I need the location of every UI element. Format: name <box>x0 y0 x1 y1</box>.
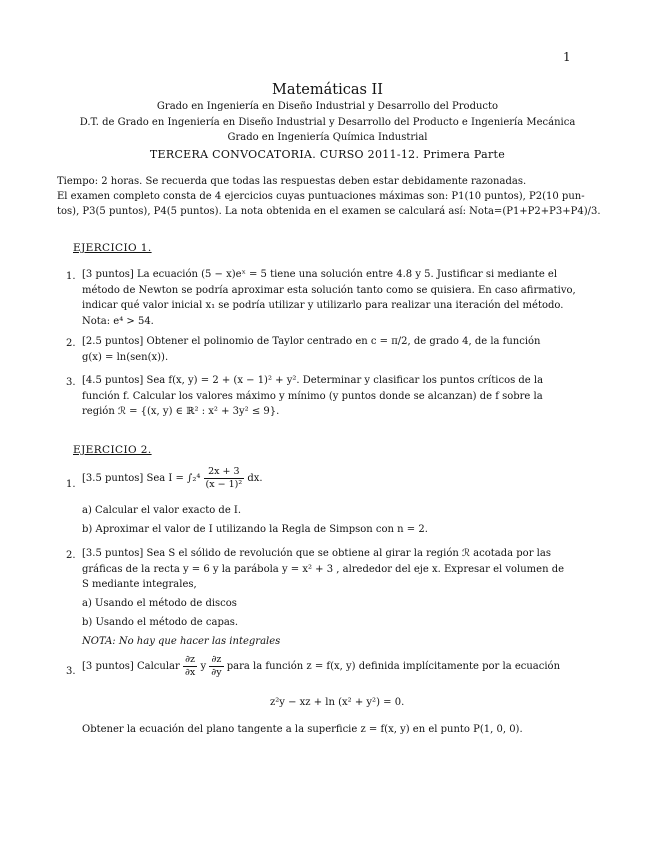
convocatoria: TERCERA CONVOCATORIA. CURSO 2011-12. Primera Parte <box>149 148 506 161</box>
e2-q3-final: Obtener la ecuación del plano tangente a la superficie z = f(x, y) en el punto P(1, 0, 0). <box>82 724 523 735</box>
e1-q2-number: 2. <box>66 338 76 349</box>
e1-q1-line: indicar qué valor inicial x₁ se podría utilizar y utilizarlo para realizar una iteración del método. <box>82 300 564 312</box>
ejercicio-1-heading: EJERCICIO 1. <box>73 242 152 254</box>
partial-z-x-fraction <box>183 654 197 679</box>
e2-q1-after: dx. <box>247 473 263 484</box>
e1-q1-number: 1. <box>66 271 76 282</box>
e2-q1-statement <box>82 466 263 491</box>
e1-q1-line: Nota: e⁴ > 54. <box>82 315 154 327</box>
e2-q3-number: 3. <box>66 666 76 677</box>
e1-q3-text <box>82 373 543 420</box>
e2-q2-text <box>82 546 564 593</box>
e2-q1-number: 1. <box>66 479 76 490</box>
e1-q3-line: función f. Calcular los valores máximo y mínimo (y puntos donde se alcanzan) de f sobre la <box>82 390 543 402</box>
e2-q2-part-b: b) Usando el método de capas. <box>82 617 239 628</box>
fraction-denominator: (x − 1)² <box>205 479 243 490</box>
exam-title: Matemáticas II <box>271 82 384 98</box>
e1-q2-text <box>82 334 541 365</box>
e2-q3-statement <box>82 654 560 679</box>
fraction-denominator: ∂y <box>211 667 222 678</box>
intro-line-1: Tiempo: 2 horas. Se recuerda que todas las respuestas deben estar debidamente razonadas. <box>57 176 527 187</box>
e2-q1-label: [3.5 puntos] Sea I = ∫₂⁴ <box>82 473 201 484</box>
e1-q3-line: región ℛ = {(x, y) ∈ ℝ² : x² + 3y² ≤ 9}. <box>82 406 280 418</box>
e2-q2-note: NOTA: No hay que hacer las integrales <box>82 636 281 647</box>
ejercicio-2-heading: EJERCICIO 2. <box>73 444 152 456</box>
e2-q3-after: para la función z = f(x, y) definida implícitamente por la ecuación <box>226 661 561 672</box>
intro-line-3: tos), P3(5 puntos), P4(5 puntos). La nota obtenida en el examen se calculará así: Nota=(P1+P2+P3+P4)/3. <box>57 206 601 217</box>
e1-q3-number: 3. <box>66 377 76 388</box>
page-number: 1 <box>563 50 571 64</box>
fraction-denominator: ∂x <box>184 667 196 678</box>
fraction-numerator: ∂z <box>183 654 197 667</box>
e2-q2-line: [3.5 puntos] Sea S el sólido de revolución que se obtiene al girar la región ℛ acotada por las <box>82 548 551 559</box>
e2-q1-part-b: b) Aproximar el valor de I utilizando la Regla de Simpson con n = 2. <box>82 524 428 535</box>
e2-q2-part-a: a) Usando el método de discos <box>82 598 237 609</box>
e1-q2-line: [2.5 puntos] Obtener el polinomio de Taylor centrado en c = π/2, de grado 4, de la función <box>82 336 541 347</box>
e2-q2-line: S mediante integrales, <box>82 579 197 591</box>
fraction-numerator: ∂z <box>209 654 223 667</box>
e2-q1-part-a: a) Calcular el valor exacto de I. <box>82 505 242 516</box>
e2-q2-number: 2. <box>66 550 76 561</box>
e1-q1-line: [3 puntos] La ecuación (5 − x)eˣ = 5 tiene una solución entre 4.8 y 5. Justificar si mediante el <box>82 269 558 280</box>
e1-q2-line: g(x) = ln(sen(x)). <box>82 351 169 363</box>
e1-q3-line: [4.5 puntos] Sea f(x, y) = 2 + (x − 1)² + y². Determinar y clasificar los puntos críticos de la <box>82 375 544 386</box>
degree-line-1: Grado en Ingeniería en Diseño Industrial y Desarrollo del Producto <box>156 101 499 112</box>
fraction-numerator: 2x + 3 <box>204 466 245 479</box>
degree-line-2: D.T. de Grado en Ingeniería en Diseño Industrial y Desarrollo del Producto e Ingeniería Mecánica <box>79 117 576 128</box>
e2-q3-equation: z²y − xz + ln (x² + y²) = 0. <box>270 697 405 708</box>
intro-line-2: El examen completo consta de 4 ejercicios cuyas puntuaciones máximas son: P1(10 puntos), P2(10 pun- <box>57 191 585 202</box>
e2-q3-label: [3 puntos] Calcular <box>82 661 180 672</box>
e1-q1-line: método de Newton se podría aproximar esta solución tanto como se quisiera. En caso afirmativo, <box>82 284 576 296</box>
e2-q1-fraction <box>204 466 245 491</box>
partial-z-y-fraction <box>209 654 223 679</box>
e2-q3-conj: y <box>200 661 207 672</box>
e2-q2-line: gráficas de la recta y = 6 y la parábola y = x² + 3 , alrededor del eje x. Expresar el volumen de <box>82 563 565 575</box>
e1-q1-text <box>82 267 576 329</box>
degree-line-3: Grado en Ingeniería Química Industrial <box>227 132 428 143</box>
